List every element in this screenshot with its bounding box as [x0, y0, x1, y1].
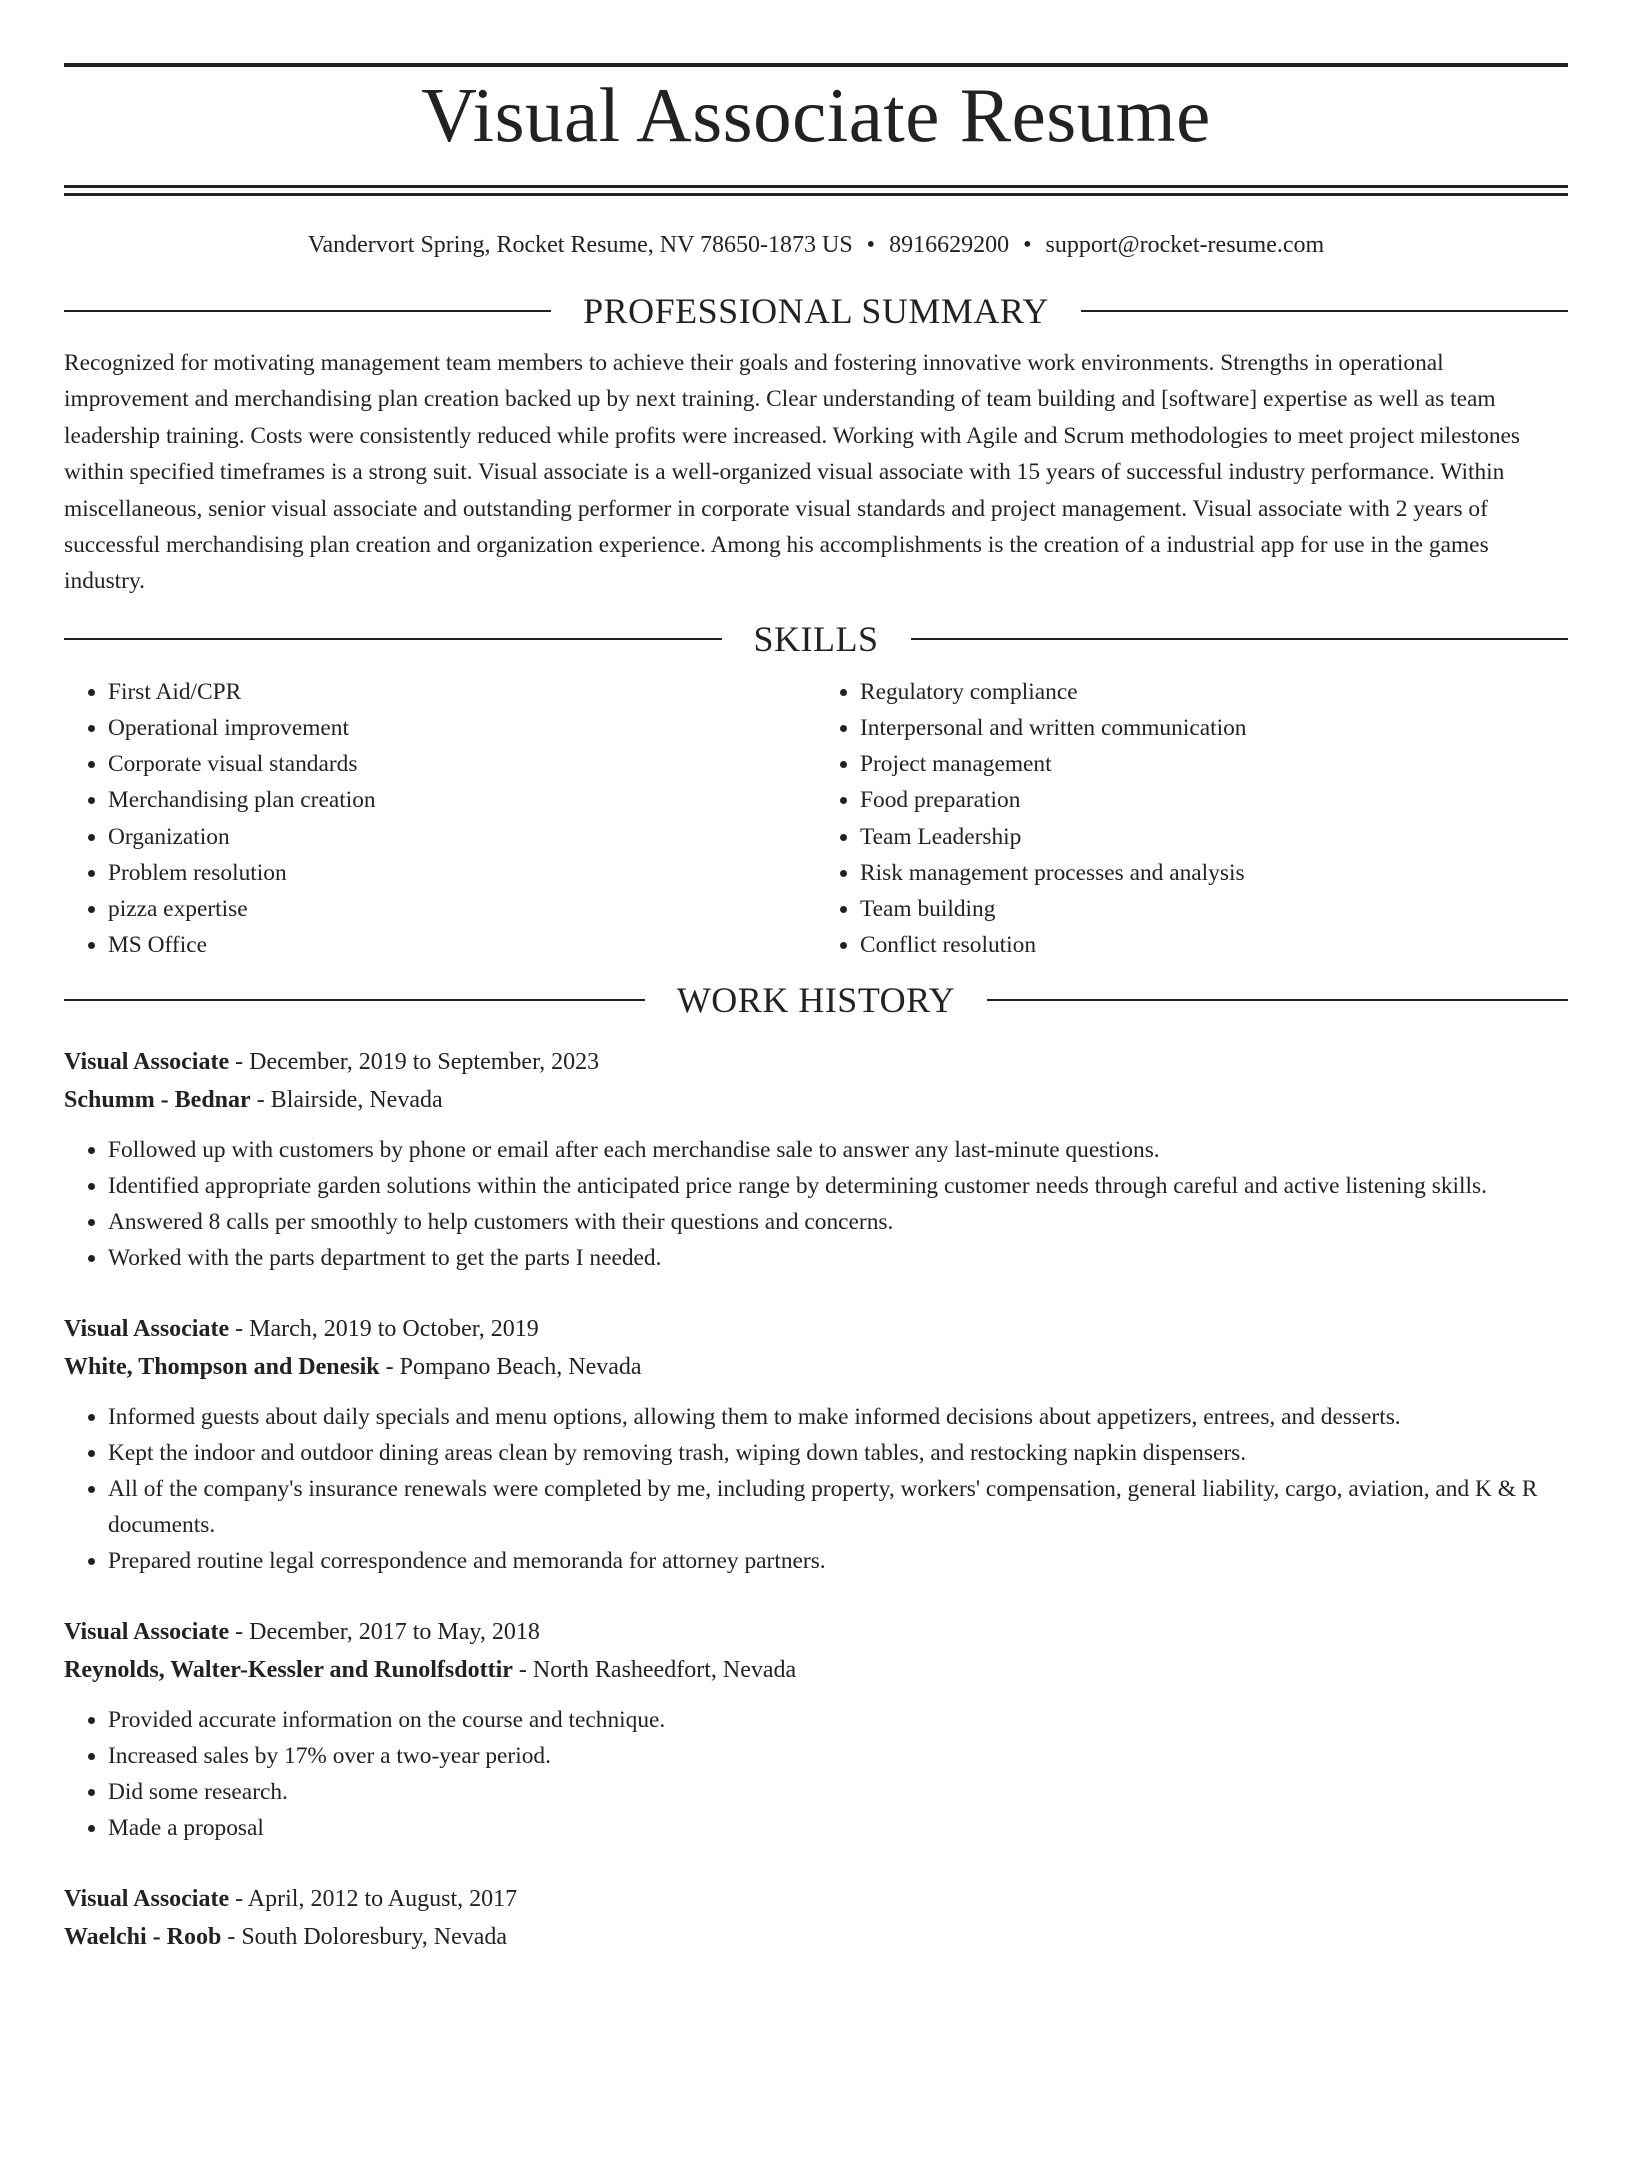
job-title-line	[64, 1880, 1568, 1918]
job-bullet: • All of the company's insurance renewals were completed by me, including property, workers' compensation, general liability, cargo, aviation, and K & R documents.	[108, 1471, 1568, 1543]
job-gap	[64, 1846, 1568, 1880]
skill-item: • Interpersonal and written communication	[860, 710, 1568, 746]
job-location: - South Doloresbury, Nevada	[221, 1924, 508, 1951]
summary-heading	[64, 290, 1568, 332]
contact-line	[64, 230, 1568, 260]
skills-heading-label: SKILLS	[753, 618, 879, 659]
skill-item: • Food preparation	[860, 782, 1568, 818]
heading-rule-left	[64, 310, 551, 312]
job-bullet: • Provided accurate information on the course and technique.	[108, 1702, 1568, 1738]
heading-rule-right	[987, 999, 1568, 1001]
skill-item: • First Aid/CPR	[108, 674, 816, 710]
heading-rule-left	[64, 999, 645, 1001]
job-company: Schumm - Bednar	[64, 1087, 251, 1114]
job-bullet: • Followed up with customers by phone or email after each merchandise sale to answer any last-minute questions.	[108, 1132, 1568, 1168]
contact-separator: •	[866, 232, 876, 258]
job-bullet: • Worked with the parts department to get the parts I needed.	[108, 1240, 1568, 1276]
skills-column-left	[64, 674, 816, 964]
job-dates: - December, 2017 to May, 2018	[229, 1619, 540, 1646]
job-title: Visual Associate	[64, 1619, 230, 1646]
job-bullet: • Did some research.	[108, 1774, 1568, 1810]
contact-phone: 8916629200	[889, 232, 1010, 258]
heading-rule-right	[911, 638, 1569, 640]
skill-item: • Team building	[860, 891, 1568, 927]
resume-title: Visual Associate Resume	[421, 72, 1211, 158]
top-rule	[64, 63, 1568, 67]
job-title: Visual Associate	[64, 1049, 230, 1076]
job-title-line	[64, 1310, 1568, 1348]
job-company: Waelchi - Roob	[64, 1924, 222, 1951]
job-company: Reynolds, Walter-Kessler and Runolfsdottir	[64, 1657, 513, 1684]
job-company: White, Thompson and Denesik	[64, 1354, 380, 1381]
work-history-heading	[64, 979, 1568, 1021]
job-entry	[64, 1043, 1568, 1276]
resume-page	[0, 63, 1632, 2175]
skill-item: • pizza expertise	[108, 891, 816, 927]
skill-item: • Operational improvement	[108, 710, 816, 746]
job-title: Visual Associate	[64, 1886, 230, 1913]
job-bullets	[64, 1132, 1568, 1276]
job-bullet: • Identified appropriate garden solutions within the anticipated price range by determining customer needs through careful and active listening skills.	[108, 1168, 1568, 1204]
job-title: Visual Associate	[64, 1316, 230, 1343]
job-bullet: • Made a proposal	[108, 1810, 1568, 1846]
skills-list	[64, 674, 1568, 964]
summary-heading-label: PROFESSIONAL SUMMARY	[583, 291, 1049, 331]
job-bullets	[64, 1399, 1568, 1579]
job-dates: - December, 2019 to September, 2023	[229, 1049, 600, 1076]
job-bullets	[64, 1702, 1568, 1846]
skill-item: • Project management	[860, 746, 1568, 782]
job-bullet: • Prepared routine legal correspondence and memoranda for attorney partners.	[108, 1543, 1568, 1579]
job-entry	[64, 1310, 1568, 1579]
contact-separator: •	[1023, 232, 1032, 258]
skill-item: • Regulatory compliance	[860, 674, 1568, 710]
job-title-line	[64, 1613, 1568, 1651]
job-company-line	[64, 1081, 1568, 1119]
job-bullet: • Kept the indoor and outdoor dining areas clean by removing trash, wiping down tables, and restocking napkin dispensers.	[108, 1435, 1568, 1471]
job-company-line	[64, 1918, 1568, 1956]
job-bullet: • Informed guests about daily specials and menu options, allowing them to make informed decisions about appetizers, entrees, and desserts.	[108, 1399, 1568, 1435]
skill-item: • Conflict resolution	[860, 927, 1568, 963]
work-history-heading-label: WORK HISTORY	[676, 980, 956, 1021]
skills-column-right	[816, 674, 1568, 964]
job-location: - Blairside, Nevada	[250, 1087, 443, 1114]
job-bullet: • Answered 8 calls per smoothly to help customers with their questions and concerns.	[108, 1204, 1568, 1240]
job-company-line	[64, 1651, 1568, 1689]
skill-item: • Risk management processes and analysis	[860, 855, 1568, 891]
heading-rule-right	[1081, 310, 1568, 312]
summary-text: Recognized for motivating management team members to achieve their goals and fostering innovative work environments. Strengths in operational improvement and merchandising plan creation backed up by next training. Clear understanding of team building and [software] expertise as well as team leadership training. Costs were consistently reduced while profits were increased. Working with Agile and Scrum methodologies to meet project milestones within specified timeframes is a strong suit. Visual associate is a well-organized visual associate with 15 years of successful industry performance. Within miscellaneous, senior visual associate and outstanding performer in corporate visual standards and project management. Visual associate with 2 years of successful merchandising plan creation and organization experience. Among his accomplishments is the creation of a industrial app for use in the games industry.	[64, 350, 1520, 595]
skill-item: • Merchandising plan creation	[108, 782, 816, 818]
job-gap	[64, 1579, 1568, 1613]
title-double-rule	[64, 185, 1568, 196]
job-location: - North Rasheedfort, Nevada	[512, 1657, 797, 1684]
skill-item: • Team Leadership	[860, 819, 1568, 855]
job-bullet: • Increased sales by 17% over a two-year period.	[108, 1738, 1568, 1774]
skill-item: • Corporate visual standards	[108, 746, 816, 782]
job-company-line	[64, 1348, 1568, 1386]
job-title-line	[64, 1043, 1568, 1081]
job-dates: - April, 2012 to August, 2017	[229, 1886, 518, 1913]
skill-item: • MS Office	[108, 927, 816, 963]
contact-address: Vandervort Spring, Rocket Resume, NV 78650-1873 US	[307, 232, 853, 258]
job-location: - Pompano Beach, Nevada	[379, 1354, 642, 1381]
job-dates: - March, 2019 to October, 2019	[229, 1316, 539, 1343]
skills-heading	[64, 618, 1568, 660]
heading-rule-left	[64, 638, 722, 640]
contact-email: support@rocket-resume.com	[1045, 232, 1325, 258]
job-gap	[64, 1276, 1568, 1310]
skill-item: • Organization	[108, 819, 816, 855]
skill-item: • Problem resolution	[108, 855, 816, 891]
job-entry	[64, 1880, 1568, 1956]
job-entry	[64, 1613, 1568, 1846]
